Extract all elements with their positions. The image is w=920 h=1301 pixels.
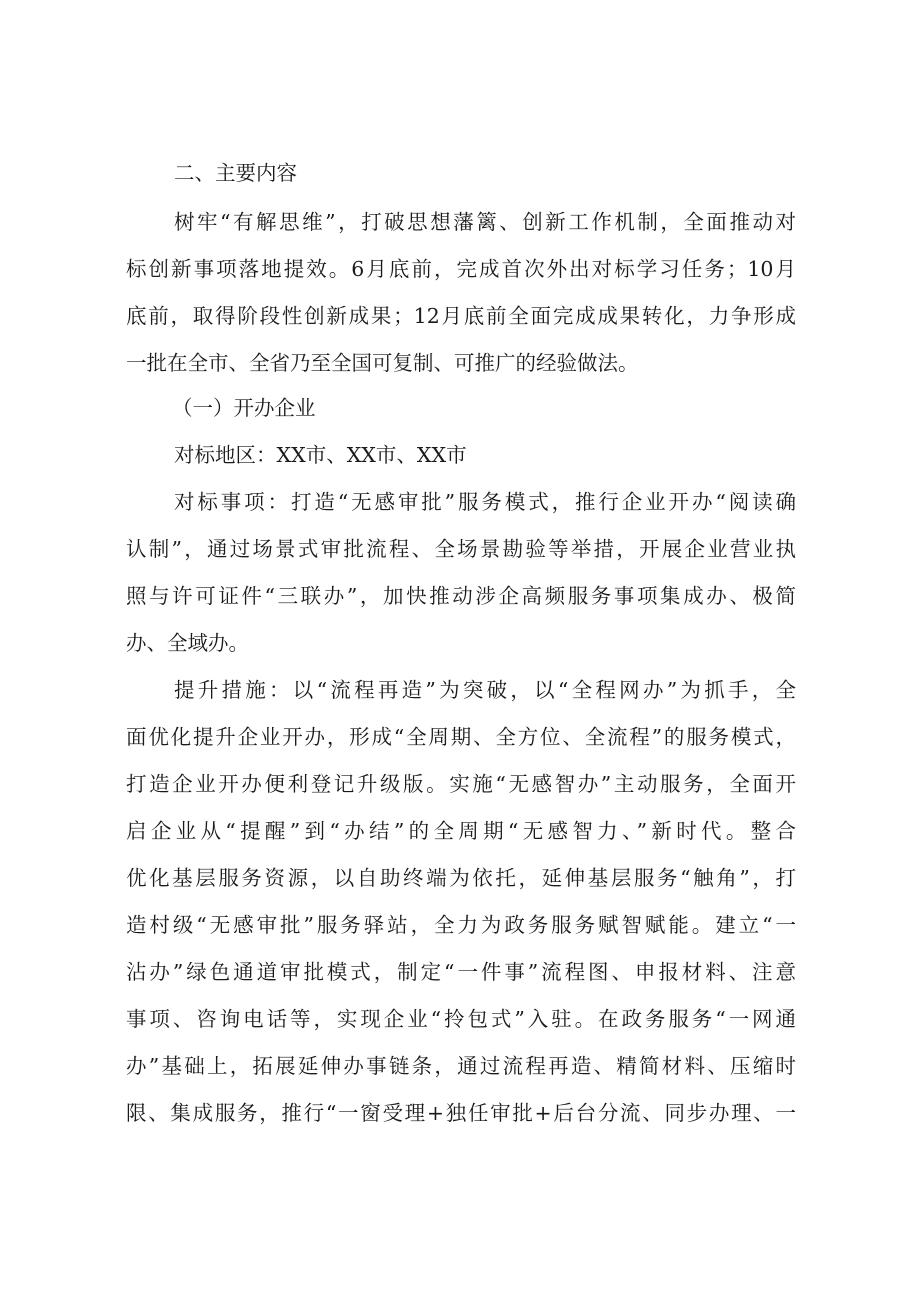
measures-line-3: 打造企业开办便利登记升级版。实施“无感智办”主动服务，全面开 (126, 772, 796, 796)
measures-line-4: 启企业从“提醒”到“办结”的全周期“无感智力、”新时代。整合 (126, 819, 796, 843)
subsection-heading: （一）开办企业 (172, 396, 316, 420)
measures-line-1: 提升措施：以“流程再造”为突破，以“全程网办”为抓手，全 (174, 678, 796, 702)
measures-line-9: 办”基础上，拓展延伸办事链条，通过流程再造、精简材料、压缩时 (126, 1054, 796, 1078)
measures-line-5: 优化基层服务资源，以自助终端为依托，延伸基层服务“触角”，打 (126, 866, 796, 890)
intro-line-2: 标创新事项落地提效。6月底前，完成首次外出对标学习任务；10月 (126, 257, 796, 281)
benchmark-items-line-1: 对标事项：打造“无感审批”服务模式，推行企业开办“阅读确 (174, 490, 796, 514)
measures-line-7: 沾办”绿色通道审批模式，制定“一件事”流程图、申报材料、注意 (126, 960, 796, 984)
section-heading: 二、主要内容 (174, 161, 297, 185)
intro-line-3: 底前，取得阶段性创新成果；12月底前全面完成成果转化，力争形成 (126, 304, 796, 328)
intro-line-1: 树牢“有解思维”，打破思想藩篱、创新工作机制，全面推动对 (174, 210, 796, 234)
benchmark-items-line-2: 认制”，通过场景式审批流程、全场景勘验等举措，开展企业营业执 (126, 537, 796, 561)
intro-line-4: 一批在全市、全省乃至全国可复制、可推广的经验做法。 (126, 351, 639, 375)
benchmark-items-line-4: 办、全域办。 (126, 631, 249, 655)
benchmark-region: 对标地区：XX市、XX市、XX市 (174, 443, 467, 467)
benchmark-items-line-3: 照与许可证件“三联办”，加快推动涉企高频服务事项集成办、极简 (126, 584, 796, 608)
measures-line-10: 限、集成服务，推行“一窗受理+独任审批+后台分流、同步办理、一 (126, 1101, 796, 1125)
measures-line-8: 事项、咨询电话等，实现企业“拎包式”入驻。在政务服务“一网通 (126, 1007, 796, 1031)
measures-line-6: 造村级“无感审批”服务驿站，全力为政务服务赋智赋能。建立“一 (126, 913, 796, 937)
measures-line-2: 面优化提升企业开办，形成“全周期、全方位、全流程”的服务模式， (126, 725, 796, 749)
